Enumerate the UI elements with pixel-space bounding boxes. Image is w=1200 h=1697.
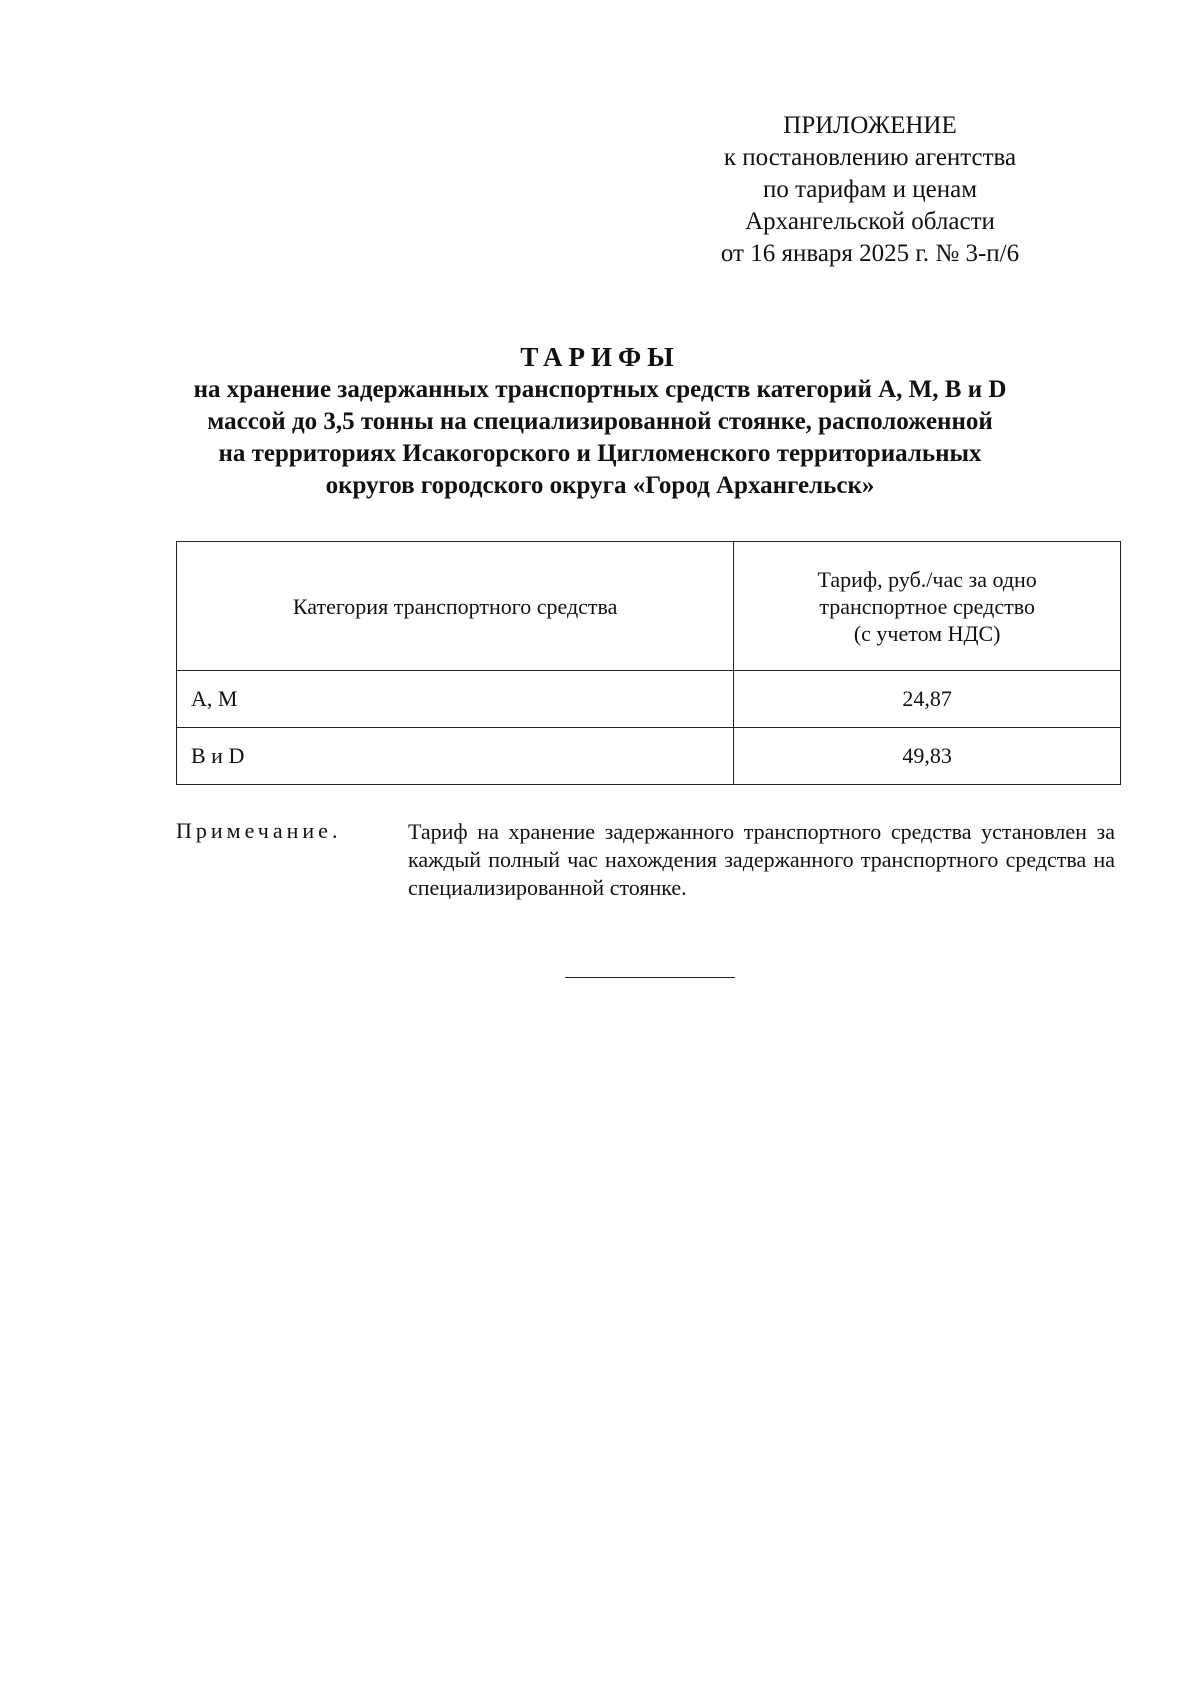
title-main: ТАРИФЫ xyxy=(520,342,680,372)
title-line: округов городского округа «Город Архангельск» xyxy=(325,472,875,499)
row-category: А, М xyxy=(177,671,734,728)
table-row xyxy=(177,728,1121,785)
appendix-date-number: от 16 января 2025 г. № 3-п/6 xyxy=(720,240,1020,267)
header-tariff-line: (с учетом НДС) xyxy=(853,620,1001,646)
title-line: на территориях Исакогорского и Цигломенского территориальных xyxy=(218,440,982,467)
document-title xyxy=(150,340,1050,502)
appendix-title: ПРИЛОЖЕНИЕ xyxy=(783,112,957,139)
header-category: Категория транспортного средства xyxy=(177,542,734,671)
row-tariff: 24,87 xyxy=(734,671,1121,728)
header-tariff xyxy=(734,542,1121,671)
appendix-line: Архангельской области xyxy=(745,208,995,235)
appendix-line: по тарифам и ценам xyxy=(762,176,978,203)
row-category: В и D xyxy=(177,728,734,785)
table-header-row xyxy=(177,542,1121,671)
header-tariff-line: транспортное средство xyxy=(819,593,1035,619)
title-line: массой до 3,5 тонны на специализированной стоянке, расположенной xyxy=(207,408,993,435)
note-label: Примечание. xyxy=(176,818,342,843)
appendix-header xyxy=(650,110,1090,270)
tariff-table xyxy=(176,541,1121,785)
table-row xyxy=(177,671,1121,728)
row-tariff: 49,83 xyxy=(734,728,1121,785)
appendix-line: к постановлению агентства xyxy=(723,144,1017,171)
header-tariff-line: Тариф, руб./час за одно xyxy=(817,566,1037,592)
title-line: на хранение задержанных транспортных средств категорий А, М, В и D xyxy=(193,376,1007,403)
end-divider xyxy=(565,977,735,978)
note-text: Тариф на хранение задержанного транспортного средства установлен за каждый полный час нахождения задержанного транспортного средства на специализированной стоянке. xyxy=(408,819,1115,900)
